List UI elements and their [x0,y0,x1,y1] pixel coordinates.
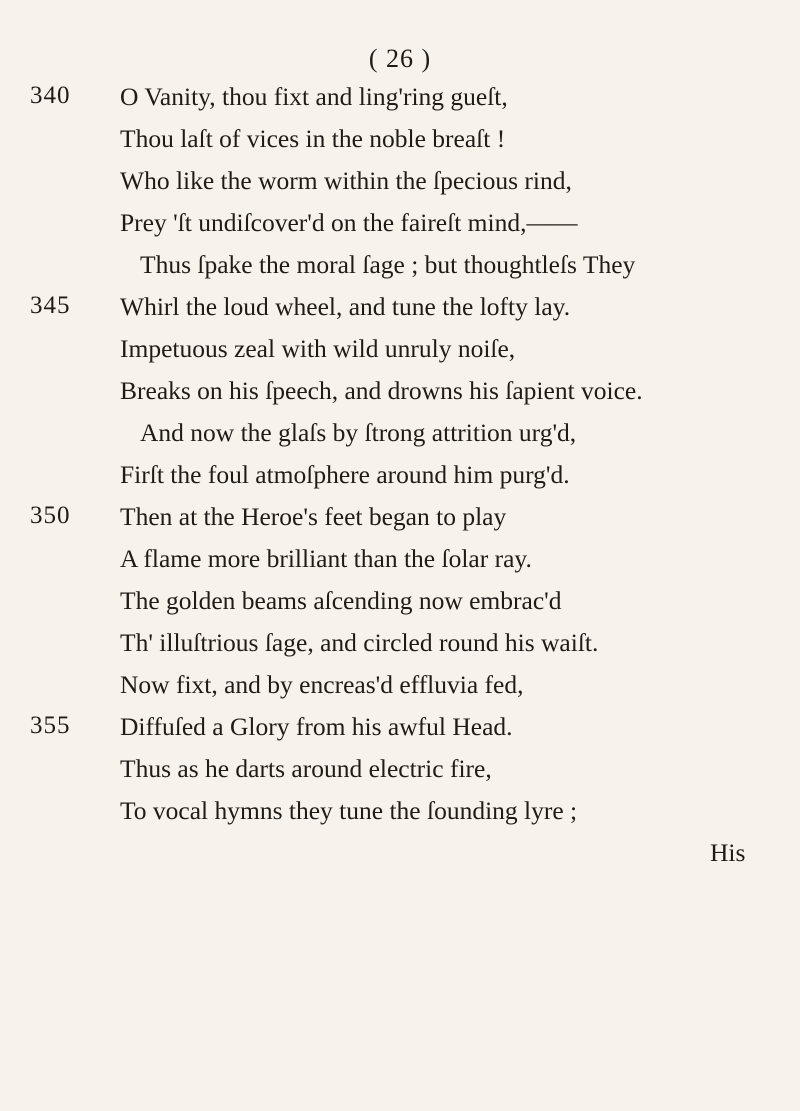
verse-text: O Vanity, thou fixt and ling'ring gueſt, [120,82,508,111]
verse-line [0,796,800,836]
verse-text: The golden beams aſcending now embrac'd [120,586,562,615]
verse-text: Thus as he darts around electric fire, [120,754,492,783]
verse-text: Th' illuſtrious ſage, and circled round his waiſt. [120,628,599,657]
verse-line-350 [0,502,800,542]
verse-line [0,376,800,416]
verse-line [0,628,800,668]
line-number: 350 [30,502,71,529]
verse-line-345 [0,292,800,332]
verse-text: And now the glaſs by ſtrong attrition urg'd, [140,418,577,447]
page-number: ( 26 ) [368,44,432,73]
verse-line [0,544,800,584]
verse-text: Impetuous zeal with wild unruly noiſe, [120,334,516,363]
verse-line [0,250,800,290]
verse-text: Who like the worm within the ſpecious rind, [120,166,572,195]
verse-line [0,754,800,794]
line-number: 345 [30,292,71,319]
line-number: 355 [30,712,71,739]
verse-line-340 [0,82,800,122]
verse-text: Whirl the loud wheel, and tune the lofty lay. [120,292,571,321]
verse-text: Diffuſed a Glory from his awful Head. [120,712,513,741]
verse-text: Breaks on his ſpeech, and drowns his ſapient voice. [120,376,643,405]
line-number: 340 [30,82,71,109]
verse-text: Now fixt, and by encreas'd effluvia fed, [120,670,524,699]
verse-line [0,208,800,248]
verse-text: Firſt the foul atmoſphere around him purg'd. [120,460,570,489]
verse-text: Thus ſpake the moral ſage ; but thoughtleſs They [140,250,636,279]
verse-line [0,670,800,710]
verse-line [0,124,800,164]
verse-line-355 [0,712,800,752]
verse-line [0,460,800,500]
verse-line [0,166,800,206]
verse-line [0,586,800,626]
verse-line [0,334,800,374]
verse-text: To vocal hymns they tune the ſounding lyre ; [120,796,578,825]
verse-text: Prey 'ſt undiſcover'd on the faireſt mind,—— [120,208,578,237]
verse-text: Thou laſt of vices in the noble breaſt ! [120,124,506,153]
verse-text: A flame more brilliant than the ſolar ray. [120,544,532,573]
verse-text: Then at the Heroe's feet began to play [120,502,507,531]
verse-line [0,418,800,458]
catchword: His [710,838,746,867]
